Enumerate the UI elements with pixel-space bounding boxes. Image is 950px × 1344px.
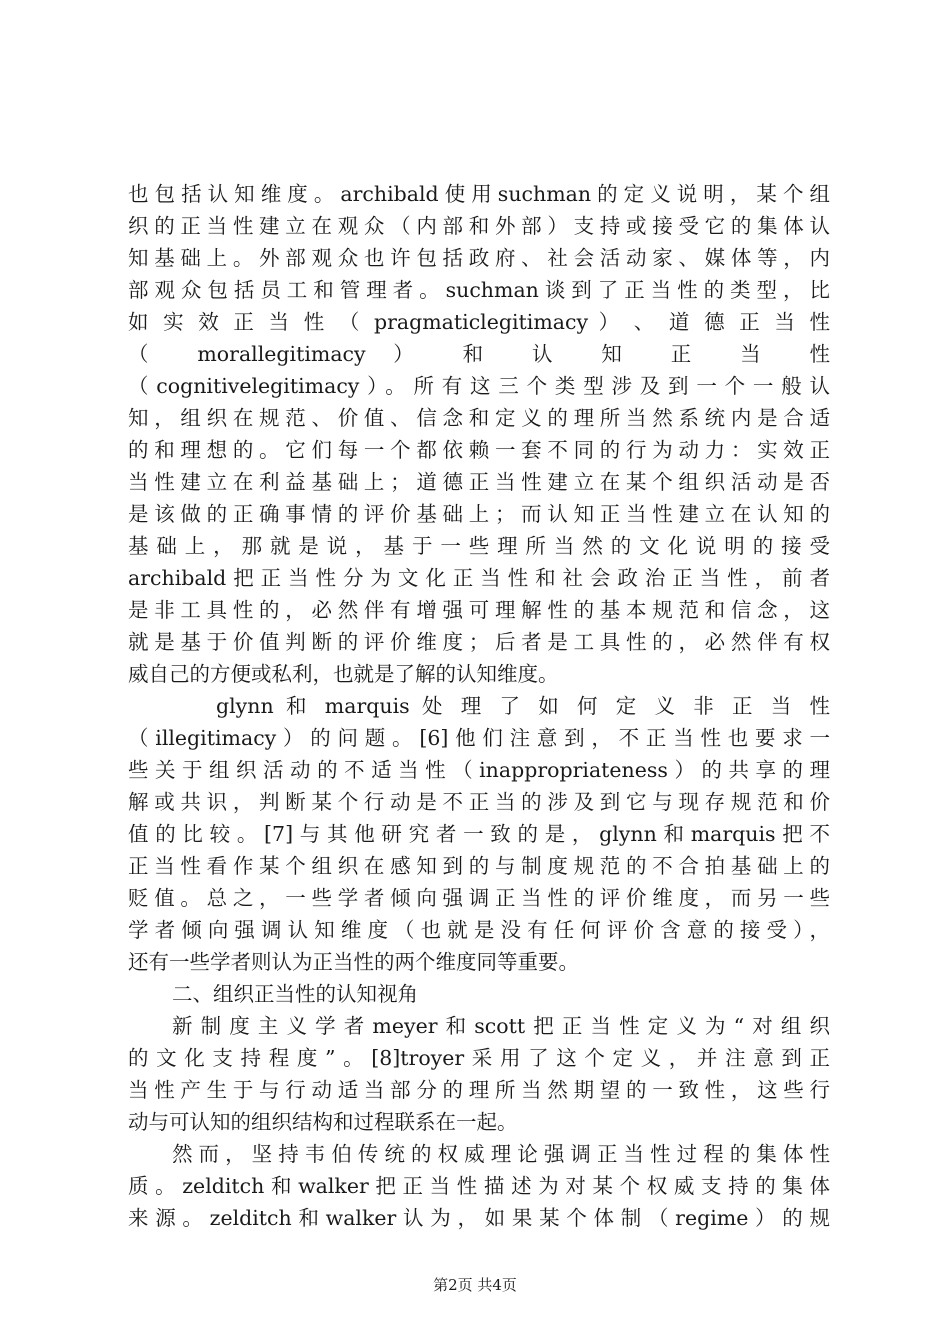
text-line: 也包括认知维度。archibald使用suchman的定义说明，某个组 bbox=[128, 182, 830, 206]
text-line: 解或共识，判断某个行动是不正当的涉及到它与现存规范和价 bbox=[128, 790, 830, 814]
text-line: 当性建立在利益基础上；道德正当性建立在某个组织活动是否 bbox=[128, 470, 830, 494]
text-line: 知基础上。外部观众也许包括政府、社会活动家、媒体等，内 bbox=[128, 246, 830, 270]
text-line: 如 实 效 正 当 性 （ pragmaticlegitimacy ） 、 道 德 正 当 性 bbox=[128, 310, 830, 334]
text-line: 就是基于价值判断的评价维度；后者是工具性的，必然伴有权 bbox=[128, 630, 830, 654]
text-line: 还有一些学者则认为正当性的两个维度同等重要。 bbox=[128, 950, 579, 974]
text-line: 的和理想的。它们每一个都依赖一套不同的行为动力：实效正 bbox=[128, 438, 830, 462]
text-line: 来源。zelditch和walker认为，如果某个体制（regime）的规 bbox=[128, 1206, 830, 1230]
text-line: archibald把正当性分为文化正当性和社会政治正当性，前者 bbox=[128, 566, 830, 590]
section-heading: 二、组织正当性的认知视角 bbox=[172, 982, 418, 1006]
page-number-footer: 第2页 共4页 bbox=[433, 1276, 517, 1294]
text-line: 知，组织在规范、价值、信念和定义的理所当然系统内是合适 bbox=[128, 406, 830, 430]
text-line: 部观众包括员工和管理者。suchman谈到了正当性的类型，比 bbox=[128, 278, 830, 302]
body-text bbox=[128, 178, 830, 1234]
text-line: 新制度主义学者meyer和scott把正当性定义为“对组织 bbox=[172, 1014, 830, 1038]
text-line: 威自己的方便或私利，也就是了解的认知维度。 bbox=[128, 662, 559, 686]
text-line: 些关于组织活动的不适当性（inappropriateness）的共享的理 bbox=[128, 758, 830, 782]
text-line: 学者倾向强调认知维度（也就是没有任何评价含意的接受）， bbox=[128, 918, 830, 942]
text-line: 正当性看作某个组织在感知到的与制度规范的不合拍基础上的 bbox=[128, 854, 830, 878]
text-line: 基础上，那就是说，基于一些理所当然的文化说明的接受 bbox=[128, 534, 830, 558]
text-line: （ morallegitimacy ） 和 认 知 正 当 性 bbox=[128, 342, 830, 366]
text-line: 当性产生于与行动适当部分的理所当然期望的一致性，这些行 bbox=[128, 1078, 830, 1102]
text-line: 贬值。总之，一些学者倾向强调正当性的评价维度，而另一些 bbox=[128, 886, 830, 910]
text-line: 的文化支持程度”。[8]troyer采用了这个定义，并注意到正 bbox=[128, 1046, 830, 1070]
text-line: 动与可认知的组织结构和过程联系在一起。 bbox=[128, 1110, 518, 1134]
text-line: 是该做的正确事情的评价基础上；而认知正当性建立在认知的 bbox=[128, 502, 830, 526]
text-line: （illegitimacy）的问题。[6]他们注意到，不正当性也要求一 bbox=[128, 726, 830, 750]
text-line: 是非工具性的，必然伴有增强可理解性的基本规范和信念，这 bbox=[128, 598, 830, 622]
text-line: （cognitivelegitimacy）。所有这三个类型涉及到一个一般认 bbox=[128, 374, 830, 398]
text-line: 然而，坚持韦伯传统的权威理论强调正当性过程的集体性 bbox=[172, 1142, 830, 1166]
text-line: 值的比较。[7]与其他研究者一致的是，glynn和marquis把不 bbox=[128, 822, 830, 846]
text-line: glynn 和 marquis 处 理 了 如 何 定 义 非 正 当 性 bbox=[216, 694, 830, 718]
text-line: 质。zelditch和walker把正当性描述为对某个权威支持的集体 bbox=[128, 1174, 830, 1198]
text-line: 织的正当性建立在观众（内部和外部）支持或接受它的集体认 bbox=[128, 214, 830, 238]
